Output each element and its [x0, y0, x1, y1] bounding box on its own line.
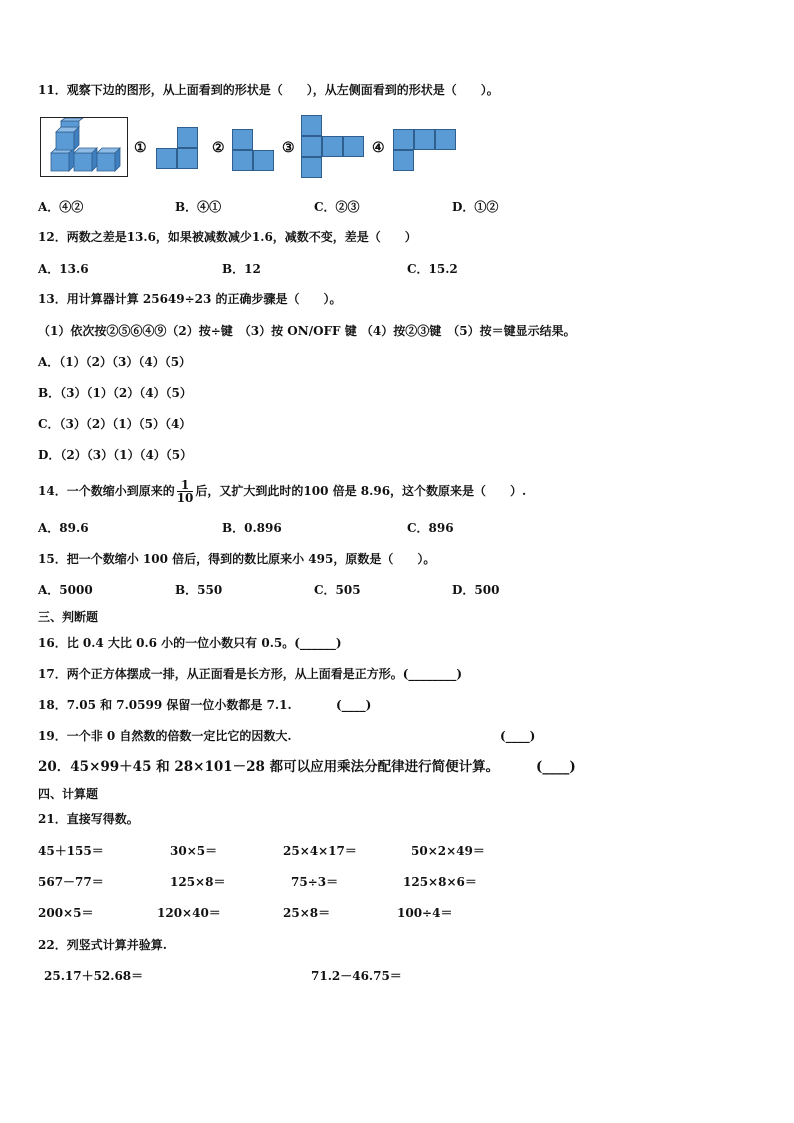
q17-text: 17．两个正方体摆成一排，从正面看是长方形，从上面看是正方形。(________): [38, 667, 463, 681]
view-1-figure: [156, 127, 200, 171]
q21-item: 120×40＝: [157, 906, 221, 920]
q21-item: 25×8＝: [283, 906, 331, 920]
q11-label-4: ④: [372, 140, 385, 156]
q21-item: 45＋155＝: [38, 844, 104, 858]
q11-option-c: C．②③: [314, 200, 360, 214]
q14-fraction: [177, 479, 194, 504]
q18-blank: (____): [336, 698, 372, 712]
section4-heading: 四、计算题: [38, 787, 99, 801]
q11-text: 11．观察下边的图形，从上面看到的形状是（ ），从左侧面看到的形状是（ ）。: [38, 83, 499, 97]
view-4-figure: [393, 129, 461, 173]
q22-item-2: 71.2－46.75＝: [311, 969, 402, 983]
q21-item: 30×5＝: [170, 844, 218, 858]
cube-3d-icon: [41, 118, 126, 175]
q21-item: 50×2×49＝: [411, 844, 485, 858]
q16-text: 16．比 0.4 大比 0.6 小的一位小数只有 0.5。(______): [38, 636, 342, 650]
q21-item: 75÷3＝: [291, 875, 339, 889]
q14-option-a: A．89.6: [38, 521, 89, 535]
q13-option-a: A．（1）（2）（3）（4）（5）: [38, 355, 192, 369]
q11-label-1: ①: [134, 140, 147, 156]
q15-option-a: A．5000: [38, 583, 93, 597]
q14-pre: 14．一个数缩小到原来的: [38, 484, 175, 498]
q19-blank: (____): [500, 729, 536, 743]
q21-item: 100÷4＝: [397, 906, 453, 920]
q11-option-d: D．①②: [452, 200, 499, 214]
view-2-figure: [232, 129, 276, 173]
q12-option-b: B．12: [222, 262, 261, 276]
view-3-figure: [301, 115, 369, 181]
q22-text: 22．列竖式计算并验算.: [38, 938, 167, 952]
q13-option-c: C．（3）（2）（1）（5）（4）: [38, 417, 192, 431]
q21-item: 200×5＝: [38, 906, 94, 920]
q13-text: 13．用计算器计算 25649÷23 的正确步骤是（ ）。: [38, 292, 342, 306]
q18-text: 18．7.05 和 7.0599 保留一位小数都是 7.1.: [38, 698, 292, 712]
q12-text: 12．两数之差是13.6，如果被减数减少1.6，减数不变，差是（ ）: [38, 230, 417, 244]
q21-item: 125×8×6＝: [403, 875, 477, 889]
q14-option-b: B．0.896: [222, 521, 282, 535]
q13-option-b: B．（3）（1）（2）（4）（5）: [38, 386, 192, 400]
q14-frac-num: 1: [177, 479, 194, 492]
q20-text: 20．45×99＋45 和 28×101－28 都可以应用乘法分配律进行简便计算。: [38, 759, 500, 775]
q14-text: [38, 476, 526, 506]
q14-option-c: C．896: [407, 521, 454, 535]
q21-text: 21．直接写得数。: [38, 812, 139, 826]
q21-item: 125×8＝: [170, 875, 226, 889]
section3-heading: 三、判断题: [38, 610, 99, 624]
q15-text: 15．把一个数缩小 100 倍后，得到的数比原来小 495，原数是（ ）。: [38, 552, 436, 566]
q15-option-b: B．550: [175, 583, 223, 597]
q15-option-c: C．505: [314, 583, 361, 597]
q11-label-3: ③: [282, 140, 295, 156]
q11-cube-figure: [40, 117, 128, 177]
q13-option-d: D．（2）（3）（1）（4）（5）: [38, 448, 193, 462]
q19-text: 19．一个非 0 自然数的倍数一定比它的因数大.: [38, 729, 292, 743]
q21-item: 25×4×17＝: [283, 844, 357, 858]
q20-blank: (____): [536, 759, 576, 775]
q12-option-c: C．15.2: [407, 262, 458, 276]
q11-option-b: B．④①: [175, 200, 222, 214]
q14-post: 后，又扩大到此时的100 倍是 8.96，这个数原来是（ ）.: [195, 484, 527, 498]
q13-steps: （1）依次按②⑤⑥④⑨（2）按÷键 （3）按 ON/OFF 键 （4）按②③键 （5）按＝键显示结果。: [38, 324, 576, 338]
q21-item: 567－77＝: [38, 875, 104, 889]
q22-item-1: 25.17＋52.68＝: [44, 969, 144, 983]
q11-option-a: A．④②: [38, 200, 84, 214]
q12-option-a: A．13.6: [38, 262, 89, 276]
q15-option-d: D．500: [452, 583, 500, 597]
q11-label-2: ②: [212, 140, 225, 156]
q14-frac-den: 10: [176, 491, 194, 505]
